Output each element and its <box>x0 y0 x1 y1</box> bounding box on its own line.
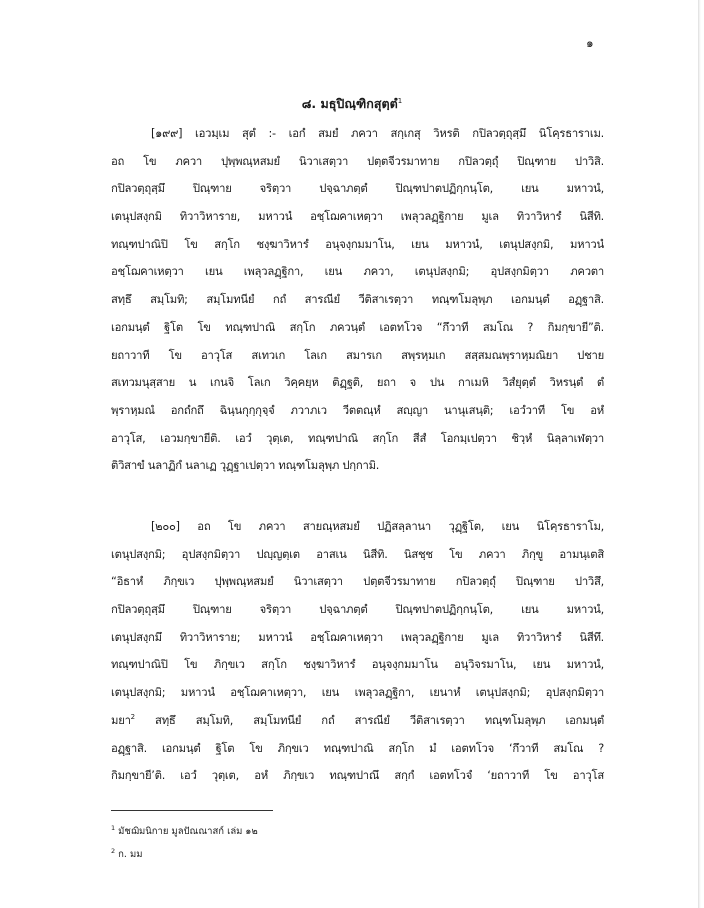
sutta-title <box>0 94 704 114</box>
footnote-mark: 1 <box>111 823 116 832</box>
text-line: เตนุปสงฺกมิ ทิวาวิหาราย, มหาวนํ อชฺโฌคาเหตฺวา เพลุวลฏฺฐิกาย มูเล ทิวาวิหารํ นิสีทิ. <box>111 210 604 224</box>
page-number: ๑ <box>586 36 594 50</box>
text-line: สเทวมนุสฺสาย น เกนจิ โลเก วิคฺคยฺห ติฏฺฐติ, ยถา จ ปน กาเมหิ วิสํยุตฺตํ วิหรนฺตํ ตํ <box>111 376 604 390</box>
footnote-text: มัชฌิมนิกาย มูลปัณณาสก์ เล่ม ๑๒ <box>118 826 258 837</box>
text-line: พฺราหฺมณํ อกถํกถึ ฉินฺนกุกฺกุจฺจํ ภวาภเว วีตตณฺหํ สญฺญา นานุเสนฺติ; เอวํวาที โข อหํ <box>111 403 604 417</box>
footnote-1 <box>111 820 258 843</box>
text-line: กปิลวตฺถุสฺมึ ปิณฺฑาย จริตฺวา ปจฺฉาภตฺตํ ปิณฺฑปาตปฏิกฺกนฺโต, เยน มหาวนํ, <box>111 182 604 196</box>
paragraph-200 <box>111 513 604 790</box>
text-line: “อิธาหํ ภิกฺขเว ปุพฺพณฺหสมยํ นิวาเสตฺวา ปตฺตจีวรมาทาย กปิลวตฺถุํ ปิณฺฑาย ปาวิสึ, <box>111 575 604 589</box>
text-line: กิมกฺขายี’ติ. เอวํ วุตฺเต, อหํ ภิกฺขเว ทณฺฑปาณึ สกฺกํ เอตทโวจํ ‘ยถาวาที โข อาวุโส <box>111 769 604 783</box>
title-footnote-mark: 1 <box>397 96 403 105</box>
page-edge-shadow <box>698 0 704 908</box>
text-line: [๒๐๐] อถ โข ภควา สายณฺหสมยํ ปฏิสลฺลานา วุฏฺฐิโต, เยน นิโคฺรธาราโม, <box>151 520 604 533</box>
text-line: มยา$^2$ สทฺธึ สมฺโมทิ, สมฺโมทนียํ กถํ สารณียํ วีติสาเรตฺวา ทณฺฑโมลุพฺภ เอกมนฺตํ <box>111 713 604 727</box>
text-line: สทฺธึ สมฺโมทิ; สมฺโมทนียํ กถํ สารณียํ วีติสาเรตฺวา ทณฺฑโมลุพฺภ เอกมนฺตํ อฏฺฐาสิ. <box>111 293 604 307</box>
footnote-mark: 2 <box>111 846 116 855</box>
paragraph-199 <box>111 120 604 480</box>
text-line: อถ โข ภควา ปุพฺพณฺหสมยํ นิวาเสตฺวา ปตฺตจีวรมาทาย กปิลวตฺถุํ ปิณฺฑาย ปาวิสิ. <box>111 154 604 168</box>
text-line: ทณฺฑปาณิปิ โข สกฺโก ชงฺฆาวิหารํ อนุจงฺกมมาโน, เยน มหาวนํ, เตนุปสงฺกมิ, มหาวนํ <box>111 237 604 251</box>
text-line: กปิลวตฺถุสฺมึ ปิณฺฑาย จริตฺวา ปจฺฉาภตฺตํ ปิณฺฑปาตปฏิกฺกนฺโต, เยน มหาวนํ, <box>111 603 604 617</box>
text-line: อฏฺฐาสิ. เอกมนฺตํ ฐิโต โข ภิกฺขเว ทณฺฑปาณิ สกฺโก มํ เอตทโวจ ‘กึวาที สมโณ ? <box>111 741 604 755</box>
text-line: เตนุปสงฺกมิ; อุปสงฺกมิตฺวา ปญฺญตฺเต อาสเน นิสีทิ. นิสชฺช โข ภควา ภิกฺขู อามนฺเตสิ <box>111 547 604 561</box>
footnote-ref: 2 <box>130 713 135 722</box>
footnote-text: ก. มม <box>118 849 143 860</box>
sutta-title-text: ๘. มธุปิณฺฑิกสุตฺตํ <box>301 96 398 111</box>
footnotes <box>111 820 258 866</box>
text-line: ยถาวาที โข อาวุโส สเทวเก โลเก สมารเก สพฺรหฺมเก สสฺสมณพฺราหฺมณิยา ปชาย <box>111 348 604 362</box>
text-line: [๑๙๙] เอวมฺเม สุตํ :- เอกํ สมยํ ภควา สกฺเกสุ วิหรติ กปิลวตฺถุสฺมึ นิโคฺรธาราเม. <box>151 127 604 140</box>
text-line: เตนุปสงฺกมึ ทิวาวิหาราย; มหาวนํ อชฺโฌคาเหตฺวา เพลุวลฏฺฐิกาย มูเล ทิวาวิหารํ นิสีทึ. <box>111 630 604 644</box>
footnote-divider <box>111 810 273 811</box>
text-line: อาวุโส, เอวมกฺขายีติ. เอวํ วุตฺเต, ทณฺฑปาณิ สกฺโก สีสํ โอกมฺเปตฺวา ชิวฺหํ นิลฺลาเฬตฺวา <box>111 431 604 445</box>
text-line: เตนุปสงฺกมิ; มหาวนํ อชฺโฌคาเหตฺวา, เยน เพลุวลฏฺฐิกา, เยนาหํ เตนุปสงฺกมิ; อุปสงฺกมิตฺวา <box>111 686 604 700</box>
text-line: ติวิสาขํ นลาฏิกํ นลาเฏ วุฏฺฐาเปตฺวา ทณฺฑโมลุพฺภ ปกฺกามิ. <box>111 459 380 473</box>
footnote-2 <box>111 843 258 866</box>
text-line: อชฺโฌคาเหตฺวา เยน เพลุวลฏฺฐิกา, เยน ภควา, เตนุปสงฺกมิ; อุปสงฺกมิตฺวา ภควตา <box>111 265 604 279</box>
text-line: ทณฺฑปาณิปิ โข ภิกฺขเว สกฺโก ชงฺฆาวิหารํ อนุจงฺกมมาโน อนุวิจรมาโน, เยน มหาวนํ, <box>111 658 604 672</box>
text-line: เอกมนฺตํ ฐิโต โข ทณฺฑปาณิ สกฺโก ภควนฺตํ เอตทโวจ “กึวาที สมโณ ? กิมกฺขายี”ติ. <box>111 320 604 334</box>
